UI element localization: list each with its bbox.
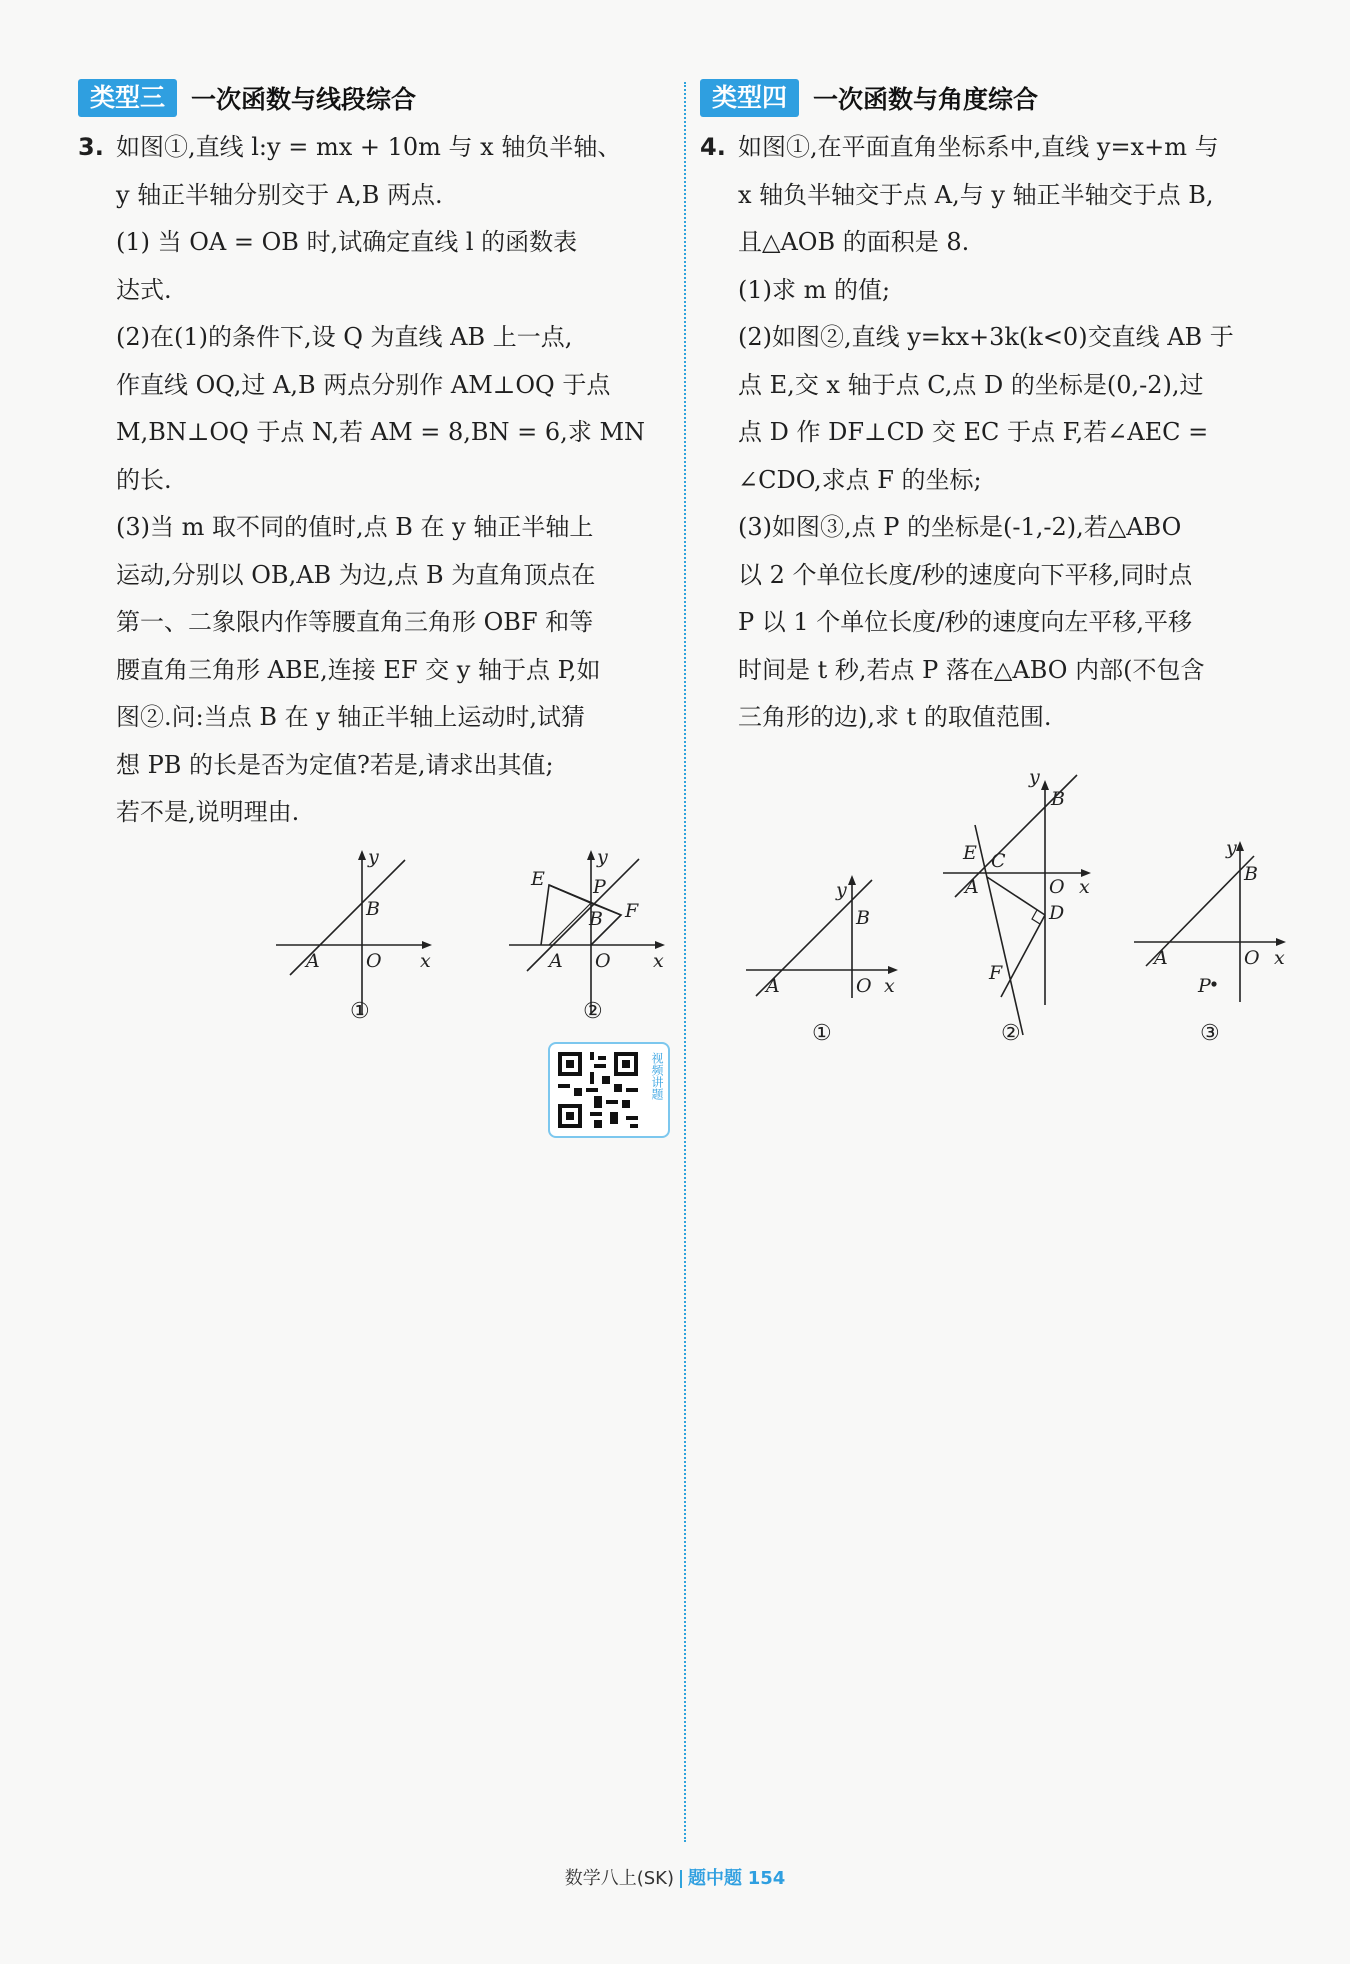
label-B: B [589,908,603,930]
label-C: C [991,850,1006,872]
label-P: P [593,876,606,898]
label-y: y [1226,837,1237,859]
figure-4-1 [742,860,912,1050]
question-line: 第一、二象限内作等腰直角三角形 OBF 和等 [116,608,594,636]
label-A: A [1154,947,1168,969]
question-line: (1)求 m 的值; [738,275,891,304]
question-line: y 轴正半轴分别交于 A,B 两点. [116,180,443,209]
section-tag: 类型四 [700,79,799,117]
figure-3-1 [270,845,440,1030]
question-number: 4. [700,133,726,161]
figure-3-2 [505,845,675,1030]
label-O: O [1049,876,1065,898]
label-x: x [653,950,664,972]
section-header-type3 [78,78,668,118]
label-y: y [1029,766,1040,788]
label-F: F [625,900,639,922]
question-line: M,BN⊥OQ 于点 N,若 AM = 8,BN = 6,求 MN [116,418,646,446]
figure-label: ① [812,1021,832,1046]
qr-code[interactable] [548,1042,670,1138]
question-line: 时间是 t 秒,若点 P 落在△ABO 内部(不包含 [738,655,1205,684]
book-title: 数学八上(SK) [564,1868,674,1889]
label-A: A [965,876,979,898]
question-3 [78,124,668,837]
section-header-type4 [700,78,1290,118]
section-title: 一次函数与角度综合 [813,85,1039,114]
label-A: A [766,975,780,997]
label-O: O [1244,947,1260,969]
question-line: 图②.问:当点 B 在 y 轴正半轴上运动时,试猜 [116,703,586,731]
label-y: y [368,846,379,868]
question-line: 点 D 作 DF⊥CD 交 EC 于点 F,若∠AEC = [738,418,1209,446]
label-O: O [595,950,611,972]
question-line: 三角形的边),求 t 的取值范围. [738,703,1052,731]
question-line: 如图①,直线 l:y = mx + 10m 与 x 轴负半轴、 [116,133,622,161]
label-F: F [989,962,1003,984]
label-y: y [836,879,847,901]
question-line: 以 2 个单位长度/秒的速度向下平移,同时点 [738,560,1193,589]
label-x: x [884,975,895,997]
column-divider [684,82,686,1842]
label-A: A [549,950,563,972]
question-line: 如图①,在平面直角坐标系中,直线 y=x+m 与 [738,133,1219,161]
question-line: (3)当 m 取不同的值时,点 B 在 y 轴正半轴上 [116,513,594,541]
question-line: ∠CDO,求点 F 的坐标; [738,465,982,494]
question-line: 且△AOB 的面积是 8. [738,228,970,256]
label-O: O [856,975,872,997]
label-B: B [1051,788,1065,810]
series-name: 题中题 [687,1868,742,1889]
figure-label: ② [1001,1021,1021,1046]
question-line: 点 E,交 x 轴于点 C,点 D 的坐标是(0,-2),过 [738,370,1204,399]
figure-label: ② [583,999,603,1024]
right-column [700,78,1290,742]
label-A: A [306,950,320,972]
question-line: 作直线 OQ,过 A,B 两点分别作 AM⊥OQ 于点 [116,370,611,399]
question-line: 的长. [116,465,172,494]
label-y: y [597,846,608,868]
question-line: (3)如图③,点 P 的坐标是(-1,-2),若△ABO [738,513,1182,541]
footer-separator [680,1870,682,1888]
qr-caption: 视频讲题 [650,1052,664,1100]
question-line: (1) 当 OA = OB 时,试确定直线 l 的函数表 [116,228,578,256]
figure-label: ③ [1200,1021,1220,1046]
figure-4-3 [1130,830,1300,1050]
question-number: 3. [78,133,104,161]
label-D: D [1049,902,1065,924]
question-line: 腰直角三角形 ABE,连接 EF 交 y 轴于点 P,如 [116,655,601,684]
label-E: E [963,842,977,864]
qr-pattern-icon [554,1048,646,1132]
question-line: 运动,分别以 OB,AB 为边,点 B 为直角顶点在 [116,560,596,589]
question-line: (2)在(1)的条件下,设 Q 为直线 AB 上一点, [116,323,573,351]
figure-4-2 [935,765,1105,1050]
question-line: P 以 1 个单位长度/秒的速度向左平移,平移 [738,608,1193,636]
section-tag: 类型三 [78,79,177,117]
question-4 [700,124,1290,742]
left-column [78,78,668,837]
label-x: x [420,950,431,972]
label-P: P [1198,975,1211,997]
question-line: (2)如图②,直线 y=kx+3k(k<0)交直线 AB 于 [738,323,1234,351]
label-x: x [1079,876,1090,898]
label-x: x [1274,947,1285,969]
question-line: 若不是,说明理由. [116,798,300,826]
figure-label: ① [350,999,370,1024]
label-E: E [531,868,545,890]
question-line: 达式. [116,275,172,304]
page-number: 154 [747,1868,786,1889]
label-O: O [366,950,382,972]
section-title: 一次函数与线段综合 [191,85,417,114]
question-line: x 轴负半轴交于点 A,与 y 轴正半轴交于点 B, [738,180,1214,209]
question-line: 想 PB 的长是否为定值?若是,请求出其值; [116,750,554,779]
label-B: B [856,907,870,929]
page-footer [0,1864,1350,1890]
label-B: B [366,898,380,920]
label-B: B [1244,863,1258,885]
